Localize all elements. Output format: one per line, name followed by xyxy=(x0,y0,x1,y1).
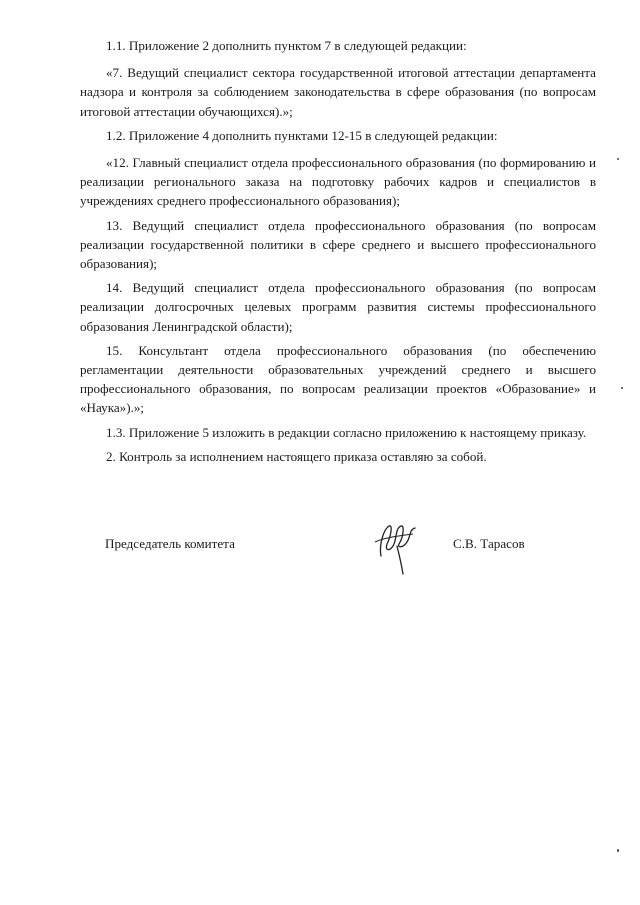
signature-block xyxy=(105,516,580,576)
signatory-role: Председатель комитета xyxy=(105,536,235,551)
paragraph-item-14: 14. Ведущий специалист отдела профессионального образования (по вопросам реализации долгосрочных целевых программ развития системы профессионального образования Ленинградской области); xyxy=(80,280,596,334)
scan-speck xyxy=(617,158,619,160)
handwritten-signature xyxy=(367,516,427,576)
paragraph-item-13: 13. Ведущий специалист отдела профессионального образования (по вопросам реализации государственной политики в сфере среднего и высшего профессионального образования); xyxy=(80,217,596,272)
paragraph-item-7: «7. Ведущий специалист сектора государственной итоговой аттестации департамента надзора и контроля за соблюдением законодательства в сфере образования (по вопросам итоговой аттестации обучающихся).»; xyxy=(80,65,596,119)
paragraph-item-15: 15. Консультант отдела профессионального образования (по обеспечению регламентации деятельности образовательных учреждений среднего и высшего профессионального образования, по вопросам реализации проектов «Образование» и «Наука»).»; xyxy=(80,342,596,416)
paragraph-1-2: 1.2. Приложение 4 дополнить пунктами 12-15 в следующей редакции: xyxy=(106,127,498,143)
paragraph-1-3: 1.3. Приложение 5 изложить в редакции согласно приложению к настоящему приказу. xyxy=(106,424,587,440)
paragraph-2: 2. Контроль за исполнением настоящего приказа оставляю за собой. xyxy=(106,448,487,464)
paragraph-1-1: 1.1. Приложение 2 дополнить пунктом 7 в следующей редакции: xyxy=(106,38,467,53)
paragraph-item-12: «12. Главный специалист отдела профессионального образования (по формированию и реализации регионального заказа на подготовку рабочих кадров и специалистов в учреждениях среднего профессионального образования); xyxy=(80,155,596,209)
scan-speck xyxy=(617,849,619,852)
scan-speck xyxy=(621,387,623,389)
signatory-name: С.В. Тарасов xyxy=(453,536,525,551)
